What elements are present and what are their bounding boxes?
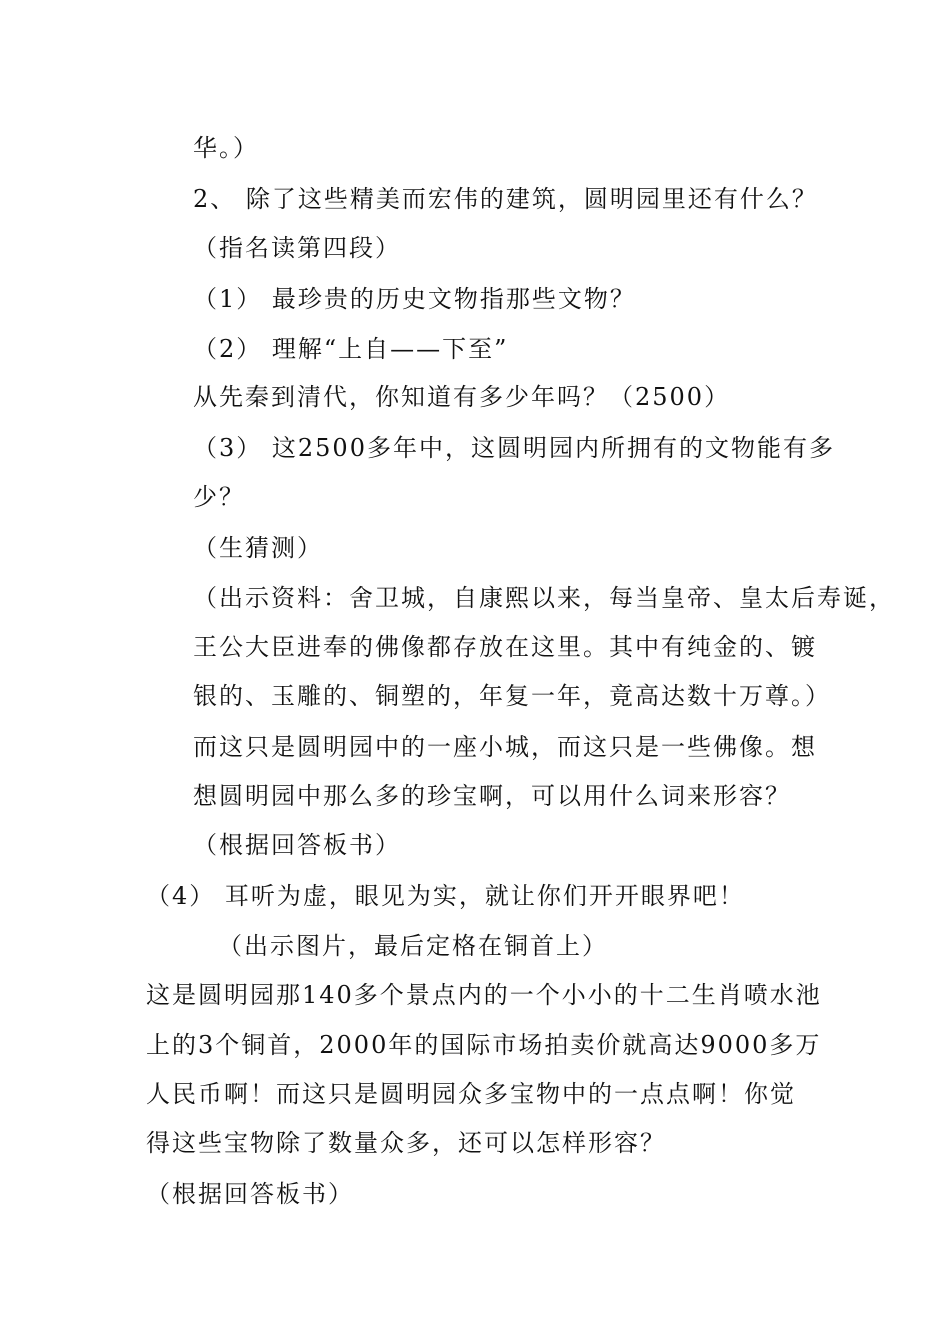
text-line: （根据回答板书）	[146, 1180, 354, 1208]
text-line: （1） 最珍贵的历史文物指那些文物？	[193, 285, 636, 313]
text-line: （出示资料：舍卫城，自康熙以来，每当皇帝、皇太后寿诞，	[193, 584, 895, 612]
text-line: （4） 耳听为虚，眼见为实，就让你们开开眼界吧！	[146, 882, 745, 910]
text-line: 人民币啊！而这只是圆明园众多宝物中的一点点啊！你觉	[146, 1080, 796, 1108]
text-line: （出示图片，最后定格在铜首上）	[218, 932, 608, 960]
text-line: 上的3个铜首，2000年的国际市场拍卖价就高达9000多万	[146, 1031, 822, 1059]
text-line: （2） 理解“上自——下至”	[193, 335, 509, 363]
text-line: 银的、玉雕的、铜塑的，年复一年，竟高达数十万尊。）	[193, 682, 831, 710]
text-line: 少？	[193, 483, 245, 511]
text-line: 这是圆明园那140多个景点内的一个小小的十二生肖喷水池	[146, 981, 822, 1009]
text-line: （生猜测）	[193, 534, 323, 562]
text-line: 从先秦到清代，你知道有多少年吗？（2500）	[193, 383, 731, 411]
text-line: 华。）	[193, 134, 259, 162]
text-line: 2、 除了这些精美而宏伟的建筑，圆明园里还有什么？	[193, 185, 818, 213]
text-line: 王公大臣进奉的佛像都存放在这里。其中有纯金的、镀	[193, 633, 817, 661]
text-line: （指名读第四段）	[193, 234, 401, 262]
text-line: 想圆明园中那么多的珍宝啊，可以用什么词来形容？	[193, 782, 791, 810]
text-line: （根据回答板书）	[193, 831, 401, 859]
text-line: （3） 这2500多年中，这圆明园内所拥有的文物能有多	[193, 434, 835, 462]
text-line: 而这只是圆明园中的一座小城，而这只是一些佛像。想	[193, 733, 817, 761]
text-line: 得这些宝物除了数量众多，还可以怎样形容？	[146, 1129, 666, 1157]
